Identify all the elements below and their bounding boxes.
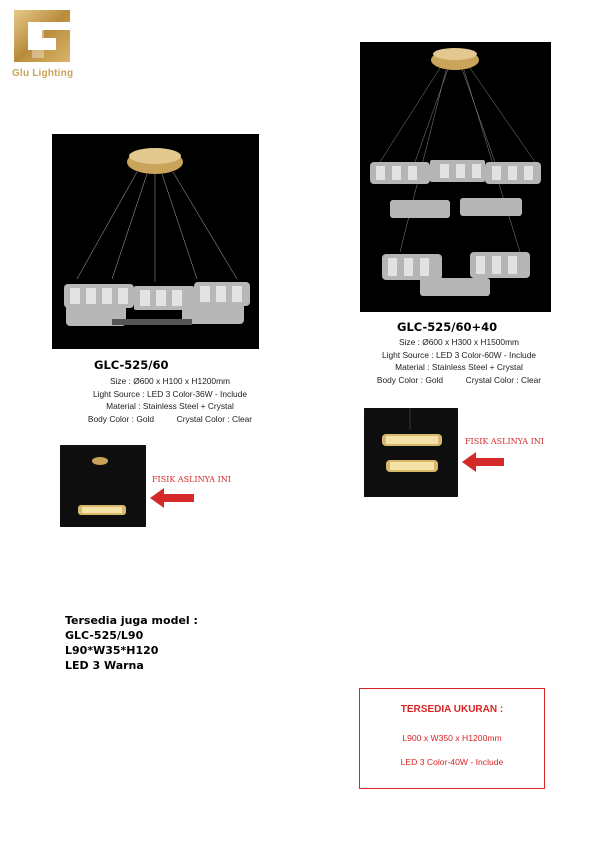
- crystal-color-right: Crystal Color : Clear: [465, 375, 542, 386]
- crystal-color-left: Crystal Color : Clear: [176, 414, 253, 425]
- product-photo-glc-525-60: [52, 134, 259, 349]
- spec-colors-right: [358, 374, 560, 387]
- also-available-heading: Tersedia juga model :: [65, 614, 198, 627]
- available-sizes-box: [359, 688, 545, 789]
- also-available-block: [65, 613, 198, 673]
- arrow-right-panel-icon: [462, 452, 504, 472]
- spec-light-right: Light Source : LED 3 Color-60W - Include: [381, 349, 537, 360]
- brand-name: Glu Lighting: [12, 68, 74, 79]
- sizes-box-light: LED 3 Color-40W - Include: [400, 757, 504, 767]
- spec-light-left: Light Source : LED 3 Color-36W - Include: [92, 388, 248, 399]
- spec-size-right: Size : Ø600 x H300 x H1500mm: [398, 337, 520, 347]
- spec-size-left: Size : Ø600 x H100 x H1200mm: [109, 376, 231, 386]
- real-photo-label-left: FISIK ASLINYA INI: [152, 475, 231, 484]
- model-title-right: GLC-525/60+40: [397, 320, 498, 334]
- sizes-box-size: L900 x W350 x H1200mm: [402, 733, 502, 743]
- also-available-led: LED 3 Warna: [65, 659, 144, 672]
- glu-lighting-logo-icon: [10, 8, 74, 64]
- product-photo-glc-525-60-40: [360, 42, 551, 312]
- spec-colors-left: [58, 413, 282, 426]
- spec-block-right: [358, 336, 560, 387]
- real-photo-label-right: FISIK ASLINYA INI: [465, 437, 544, 446]
- real-photo-right: [364, 408, 458, 497]
- body-color-left: Body Color : Gold: [87, 414, 155, 425]
- sizes-box-title: TERSEDIA UKURAN :: [400, 704, 504, 715]
- real-photo-left: [60, 445, 146, 527]
- spec-material-left: Material : Stainless Steel + Crystal: [106, 401, 234, 412]
- arrow-left-icon: [150, 488, 194, 508]
- also-available-dimensions: L90*W35*H120: [65, 644, 159, 657]
- also-available-model: GLC-525/L90: [65, 629, 144, 642]
- spec-block-left: [58, 375, 282, 426]
- spec-material-right: Material : Stainless Steel + Crystal: [395, 362, 523, 373]
- body-color-right: Body Color : Gold: [376, 375, 444, 386]
- model-title-left: GLC-525/60: [94, 358, 169, 372]
